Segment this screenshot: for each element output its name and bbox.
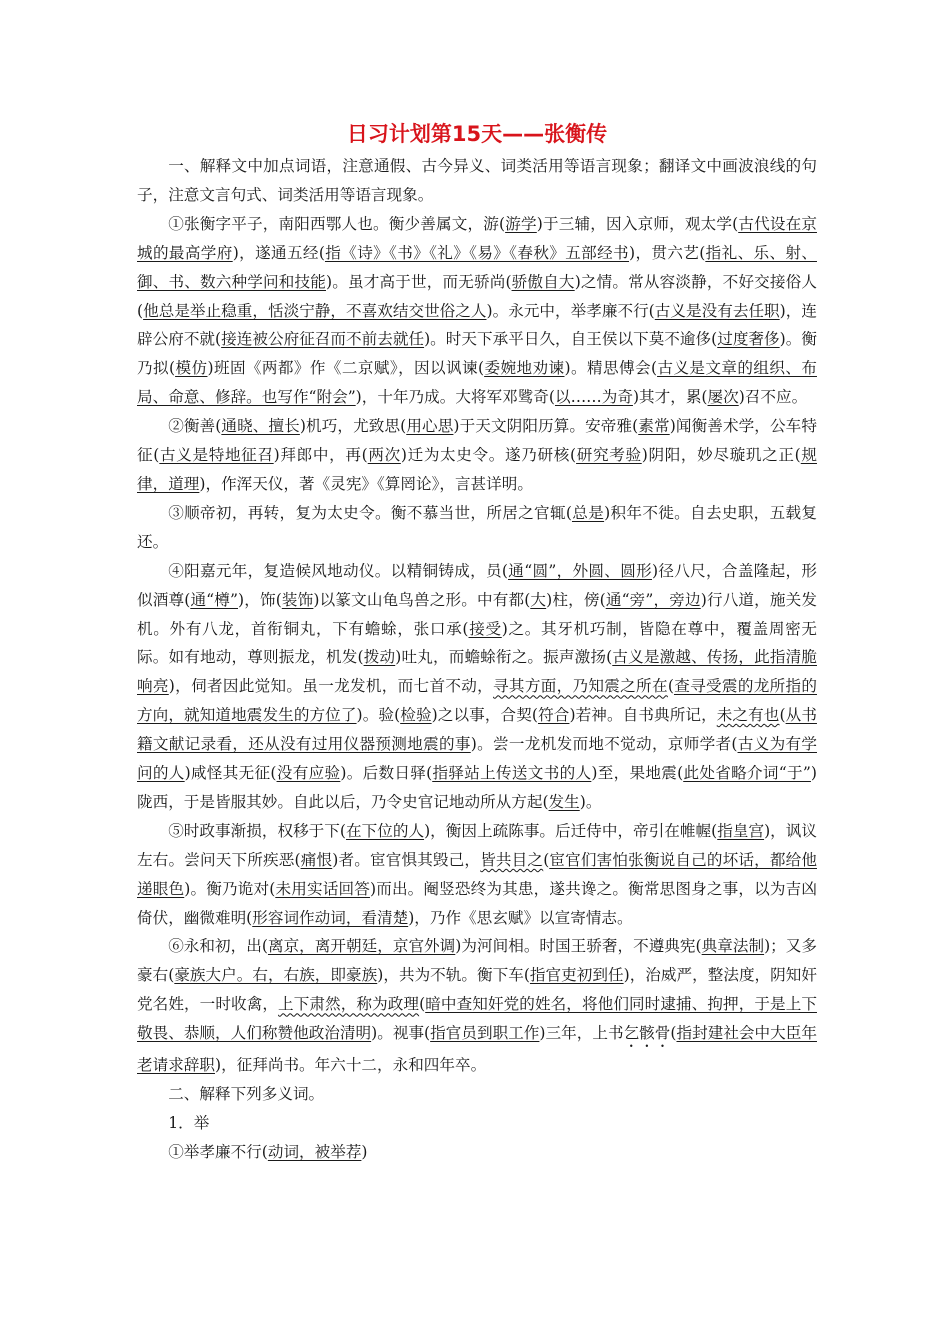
passage-paragraph: [137, 210, 817, 412]
annotation: 暗中查知奸党的姓名，将他们同时逮捕、拘押，于是上下敬畏、恭顺，人们称赞他政治清明: [137, 995, 817, 1043]
passage-text: )。永元中，举孝廉不行(: [486, 301, 655, 320]
annotation: 通“圆”，外圆、圆形: [508, 561, 652, 580]
annotation: 指礼、乐、射、御、书、数六种学问和技能: [137, 243, 817, 291]
passage-text: )。: [579, 792, 602, 811]
annotation: 发生: [548, 792, 580, 811]
passage-text: )至，果地震(: [591, 764, 684, 783]
annotation: 符合: [537, 706, 570, 725]
passage-text: )机巧，尤致思(: [299, 417, 407, 436]
wavy-sentence: 皆共目之: [480, 850, 544, 869]
annotation: 骄傲自大: [511, 272, 575, 291]
passage-text: ⑤时政事渐损，权移于下(: [168, 821, 346, 840]
passage-text: )者。宦官惧其毁己，: [332, 850, 481, 869]
passage-text: )，伺者因此觉知。虽一龙发机，而七首不动，: [168, 677, 494, 696]
passage-text: )。精思傅会(: [564, 359, 658, 378]
annotation: 典章法制: [701, 937, 765, 956]
annotation: 指官吏初到任: [529, 966, 624, 985]
passage-paragraph: [137, 499, 817, 557]
annotation: 通“旁”，旁边: [605, 590, 701, 609]
passage-text: )积年不徙。自去史职，五载复还。: [137, 503, 817, 551]
wavy-sentence: 上下肃然，称为政理: [278, 995, 420, 1014]
wavy-sentence: 寻其方面，乃知震之所在: [493, 677, 668, 696]
annotation: 模仿: [175, 359, 208, 378]
passage-text: )行八道，施关发机。外有八龙，首衔铜丸，下有蟾蜍，张口承(: [137, 590, 817, 638]
annotation: 古义是激越、传扬，此指清脆响亮: [137, 648, 817, 696]
passage-paragraph: [137, 557, 817, 817]
annotation: 通晓、擅长: [221, 417, 300, 436]
passage-text: )之情。常从容淡静，不好交接俗人(: [137, 272, 817, 320]
passage-text: )之以事，合契(: [431, 706, 538, 725]
annotation: 以……为奇: [554, 388, 633, 407]
polysemy-item-suffix: ): [361, 1142, 368, 1161]
passage-text: )以篆文山龟鸟兽之形。中有都(: [313, 590, 531, 609]
wavy-sentence: 未之有也: [716, 706, 780, 725]
passage-text: )班固《两都》作《二京赋》，因以讽谏(: [207, 359, 485, 378]
annotation: 指封建社会中大臣年老请求辞职: [137, 1024, 817, 1075]
passage-text: )其才，累(: [632, 388, 708, 407]
annotation: 规律，道理: [137, 446, 817, 493]
annotation: 过度奢侈: [717, 330, 780, 349]
passage-text: (: [670, 1024, 677, 1043]
annotation: 此处省略介词“于”: [683, 764, 811, 783]
passage-text: )而出。阉竖恐终为其患，遂共谗之。衡常思图身之事，以为吉凶倚伏，幽微难明(: [137, 879, 817, 927]
annotation: 用心思: [406, 417, 454, 436]
annotation: 研究考验: [576, 446, 642, 465]
annotation: 拨动: [363, 648, 396, 667]
passage-paragraph: [137, 412, 817, 499]
annotation: 指《诗》《书》《礼》《易》《春秋》五部经书: [324, 243, 630, 262]
annotation: 古义为有学问的人: [137, 735, 817, 783]
passage-text: )，作浑天仪，著《灵宪》《算罔论》，言甚详明。: [199, 474, 533, 493]
annotation: 指官员到职工作: [430, 1024, 540, 1043]
passage-text: )。后数日驿(: [340, 764, 433, 783]
annotation: 接受: [468, 619, 502, 638]
passage-text: )三年，上书: [539, 1024, 624, 1043]
annotation: 在下位的人: [345, 821, 425, 840]
annotation: 没有应验: [276, 764, 341, 783]
passage-text: )迁为太史令。遂乃研核(: [400, 446, 577, 465]
passage-text: )径八尺，合盖隆起，形似酒尊(: [137, 561, 817, 609]
passage-text: )若神。自书典所记，: [569, 706, 717, 725]
annotation: 指皇宫: [717, 821, 765, 840]
passage-text: )柱，傍(: [546, 590, 606, 609]
page-title: 日习计划第15天——张衡传: [346, 122, 608, 146]
annotation: 豪族大户。右，右族，即豪族: [174, 966, 378, 985]
passage-text: ③顺帝初，再转，复为太史令。衡不慕当世，所居之官辄(: [168, 503, 572, 522]
annotation: 古义是文章的组织、布局、命意、修辞。也写作“附会”: [137, 359, 817, 407]
passage-paragraph: [137, 817, 817, 933]
passage-text: )，衡因上疏陈事。后迁侍中，帝引在帷幄(: [424, 821, 718, 840]
annotation: 从书籍文献记录看，还从没有过用仪器预测地震的事: [137, 706, 817, 754]
passage-text: )。视事(: [371, 1024, 431, 1043]
passage-text: )。衡乃拟(: [137, 330, 817, 378]
document-page: [137, 118, 817, 1167]
annotation: 大: [530, 590, 547, 609]
passage-text: )闻衡善术学，公车特征(: [137, 417, 817, 465]
section2-heading: 二、解释下列多义词。: [168, 1085, 325, 1104]
passage-text: ②衡善(: [168, 417, 222, 436]
polysemy-item: [137, 1138, 817, 1167]
annotation: 他总是举止稳重，恬淡宁静，不喜欢结交世俗之人: [143, 301, 487, 320]
polysemy-item-prefix: ①举孝廉不行(: [168, 1142, 268, 1161]
passage-text: )；又多豪右(: [137, 937, 817, 985]
passage-text: )。虽才高于世，而无骄尚(: [325, 272, 512, 291]
passage-text: )，连辟公府不就(: [137, 301, 817, 349]
passage-text: ④阳嘉元年，复造候风地动仪。以精铜铸成，员(: [168, 561, 508, 580]
passage-text: )。衡乃诡对(: [184, 879, 276, 898]
passage-text: )，十年乃成。大将军邓骘奇(: [355, 388, 555, 407]
annotation: 检验: [400, 706, 432, 725]
passage-text: )拜郎中，再(: [273, 446, 368, 465]
annotation: 指驿站上传送文书的人: [432, 764, 592, 783]
passage-text: (: [779, 706, 786, 725]
annotation: 古代设在京城的最高学府: [137, 214, 817, 262]
passage-text: (: [543, 850, 550, 869]
passage-text: )，乃作《思玄赋》以宣寄情志。: [408, 908, 633, 927]
passage-body: [137, 210, 817, 1080]
annotation: 痛恨: [300, 850, 333, 869]
annotation: 接连被公府征召而不前去就任: [221, 330, 425, 349]
passage-text: )。验(: [356, 706, 401, 725]
polysemy-item-answer: 动词，被举荐: [267, 1142, 362, 1161]
passage-text: )于三辅，因入京师，观太学(: [536, 214, 739, 233]
annotation: 通“樽”: [190, 590, 238, 609]
passage-text: )召不应。: [738, 388, 808, 407]
passage-text: ⑥永和初，出(: [168, 937, 268, 956]
passage-text: )，讽议左右。尝问天下所疾恶(: [137, 821, 817, 869]
passage-paragraph: [137, 932, 817, 1080]
annotation: 离京，离开朝廷，京官外调: [267, 937, 456, 956]
passage-text: )于天文阴阳历算。安帝雅(: [453, 417, 639, 436]
passage-text: )吐丸，而蟾蜍衔之。振声激扬(: [395, 648, 613, 667]
passage-text: )，饰(: [238, 590, 282, 609]
passage-text: (: [667, 677, 674, 696]
passage-text: )。时天下承平日久，自王侯以下莫不逾侈(: [424, 330, 718, 349]
passage-text: )，贯六艺(: [629, 243, 706, 262]
annotation: 两次: [367, 446, 401, 465]
section-intro: 一、解释文中加点词语，注意通假、古今异义、词类活用等语言现象；翻译文中画波浪线的句子，注意文言句式、词类活用等语言现象。: [137, 157, 817, 204]
annotation: 素常: [638, 417, 670, 436]
passage-text: )。尝一龙机发而地不觉动，京师学者(: [470, 735, 738, 754]
annotation: 古义是没有去任职: [654, 301, 780, 320]
passage-text: ①张衡字平子，南阳西鄂人也。衡少善属文，游(: [168, 214, 506, 233]
passage-text: )陇西，于是皆服其妙。自此以后，乃令史官记地动所从方起(: [137, 764, 818, 811]
annotation: 查寻受震的龙所指的方向，就知道地震发生的方位了: [137, 677, 817, 725]
annotation: 屡次: [707, 388, 739, 407]
annotation: 宦官们害怕张衡说自己的坏话，都给他递眼色: [137, 850, 817, 898]
annotation: 形容词作动词，看清楚: [252, 908, 409, 927]
annotation: 未用实话回答: [275, 879, 370, 898]
annotation: 装饰: [281, 590, 314, 609]
annotation: 古义是特地征召: [159, 446, 274, 465]
polysemy-item-label: 1．举: [168, 1114, 210, 1132]
annotation: 游学: [505, 214, 537, 233]
dotted-word: 乞骸骨: [623, 1024, 671, 1043]
passage-text: )咸怪其无征(: [184, 764, 277, 783]
passage-text: )为河间相。时国王骄奢，不遵典宪(: [455, 937, 702, 956]
passage-text: )，征拜尚书。年六十二，永和四年卒。: [214, 1056, 487, 1075]
passage-text: (: [419, 995, 426, 1014]
passage-text: )，治威严，整法度，阴知奸党名姓，一时收禽，: [137, 966, 817, 1014]
passage-text: )阴阳，妙尽璇玑之正(: [641, 446, 801, 465]
annotation: 总是: [571, 503, 605, 522]
passage-text: )，遂通五经(: [232, 243, 325, 262]
annotation: 委婉地劝谏: [484, 359, 565, 378]
passage-text: )之。其牙机巧制，皆隐在尊中，覆盖周密无际。如有地动，尊则振龙，机发(: [137, 619, 817, 667]
passage-text: )，共为不轨。衡下车(: [377, 966, 530, 985]
